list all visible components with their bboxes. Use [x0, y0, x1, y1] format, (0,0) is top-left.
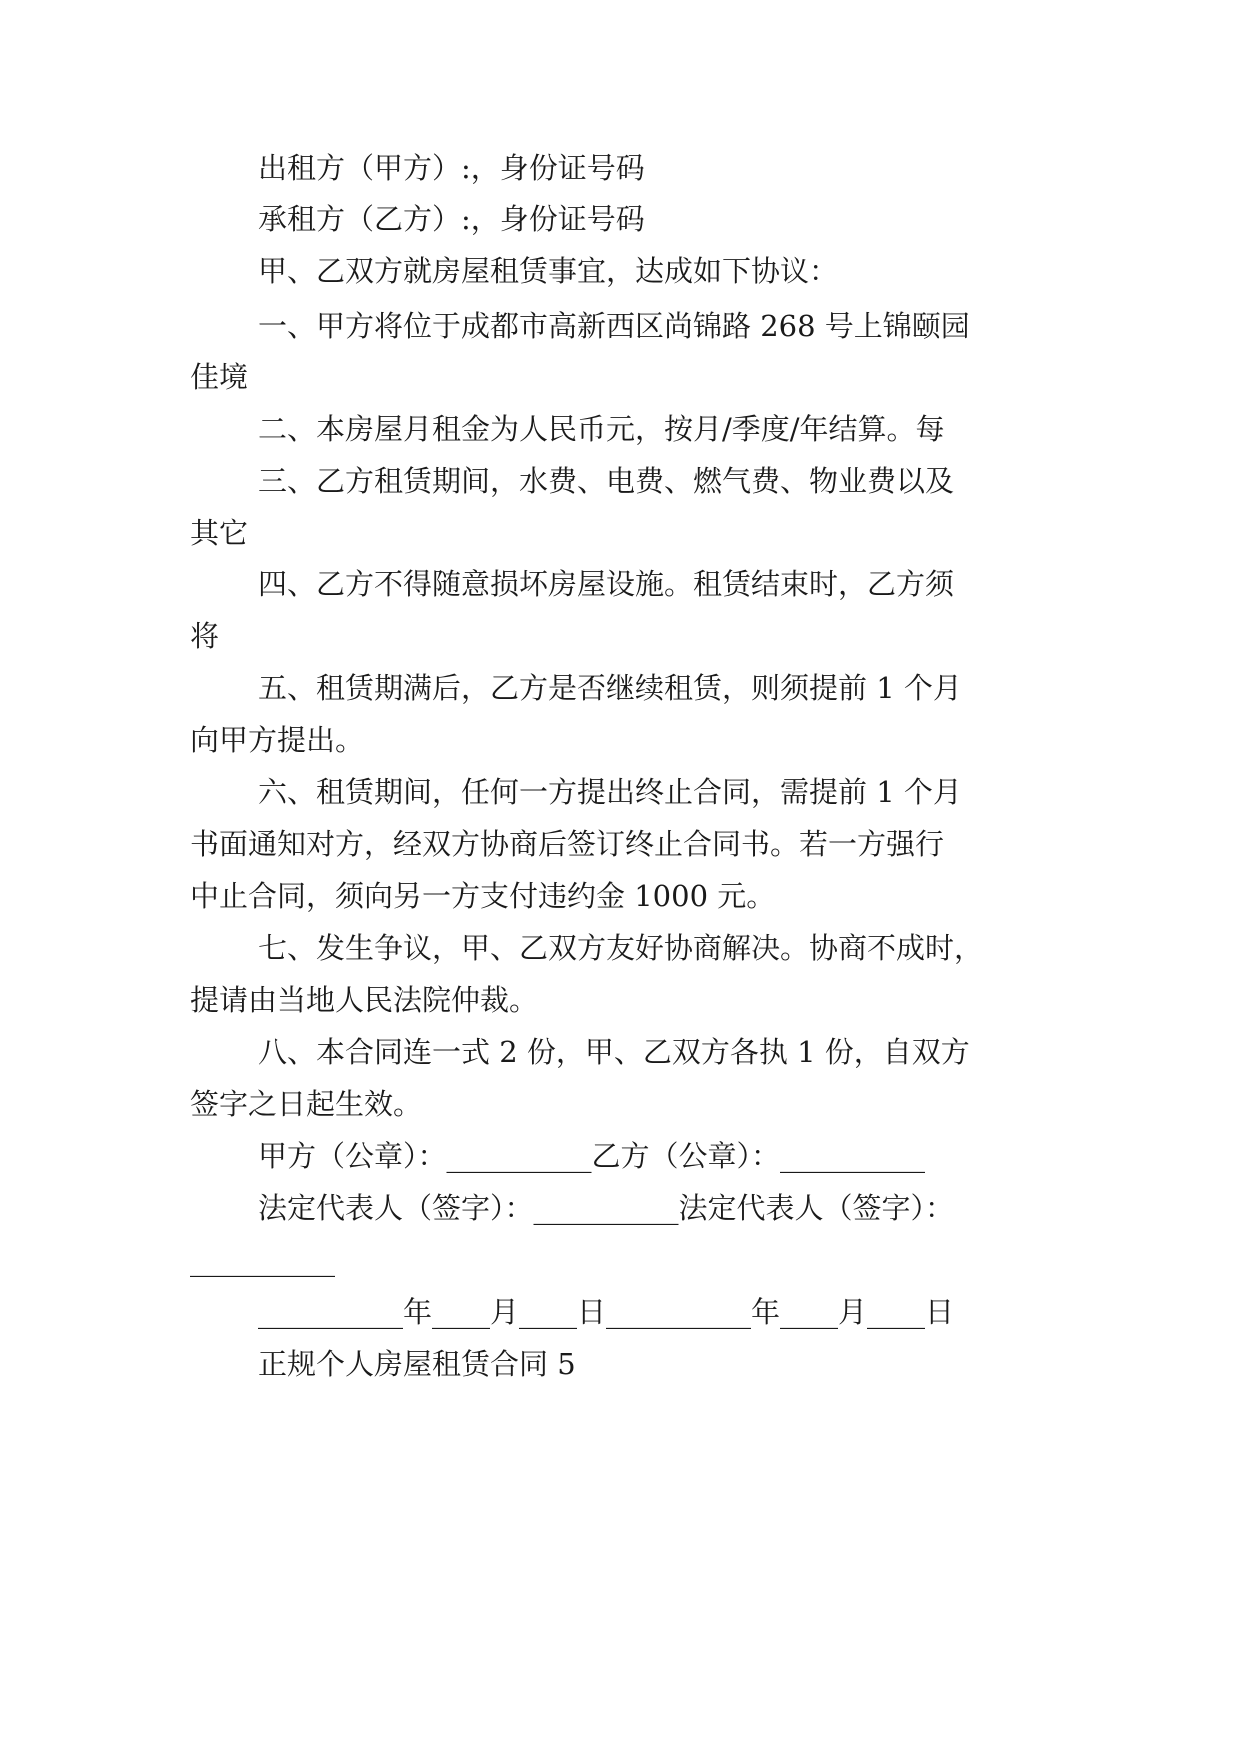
- lessor-line: 出租方（甲方）:，身份证号码: [258, 151, 645, 185]
- clause-2-line-1: 二、本房屋月租金为人民币元，按月/季度/年结算。每: [258, 412, 945, 446]
- date-line: __________年____月____日__________年____月____日: [258, 1295, 955, 1329]
- clause-8-line-1: 八、本合同连一式 2 份，甲、乙双方各执 1 份，自双方: [258, 1035, 970, 1069]
- clause-6-line-3: 中止合同，须向另一方支付违约金 1000 元。: [190, 879, 776, 913]
- lessee-line: 承租方（乙方）:，身份证号码: [258, 202, 645, 236]
- clause-6-line-2: 书面通知对方，经双方协商后签订终止合同书。若一方强行: [190, 827, 945, 861]
- signature-line: 法定代表人（签字）：__________法定代表人（签字）：: [258, 1191, 955, 1225]
- clause-5-line-1: 五、租赁期满后，乙方是否继续租赁，则须提前 1 个月: [258, 671, 962, 705]
- agreement-intro: 甲、乙双方就房屋租赁事宜，达成如下协议：: [258, 254, 839, 288]
- signature-blank: __________: [190, 1243, 335, 1277]
- clause-7-line-1: 七、发生争议，甲、乙双方友好协商解决。协商不成时，: [258, 931, 984, 965]
- clause-5-line-2: 向甲方提出。: [190, 723, 365, 757]
- clause-4-line-2: 将: [190, 619, 220, 653]
- clause-3-line-2: 其它: [190, 516, 249, 550]
- clause-6-line-1: 六、租赁期间，任何一方提出终止合同，需提前 1 个月: [258, 775, 962, 809]
- seal-line: 甲方（公章）：__________乙方（公章）：__________: [258, 1139, 926, 1173]
- clause-7-line-2: 提请由当地人民法院仲裁。: [190, 983, 539, 1017]
- next-section-title: 正规个人房屋租赁合同 5: [258, 1347, 576, 1381]
- clause-1-line-2: 佳境: [190, 360, 249, 394]
- clause-3-line-1: 三、乙方租赁期间，水费、电费、燃气费、物业费以及: [258, 464, 955, 498]
- clause-4-line-1: 四、乙方不得随意损坏房屋设施。租赁结束时，乙方须: [258, 567, 955, 601]
- clause-8-line-2: 签字之日起生效。: [190, 1087, 423, 1121]
- clause-1-line-1: 一、甲方将位于成都市高新西区尚锦路 268 号上锦颐园: [258, 309, 970, 343]
